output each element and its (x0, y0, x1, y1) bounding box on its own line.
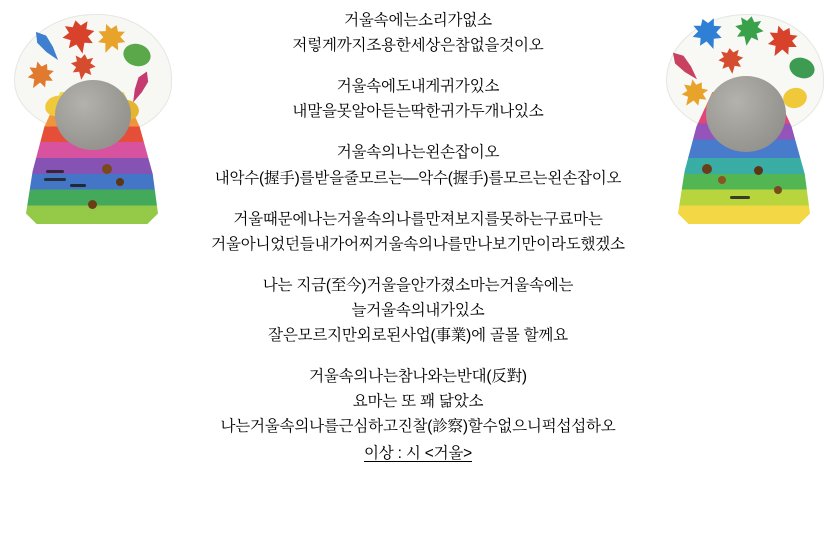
poem-signature-line (178, 440, 658, 466)
poem-stanza (178, 140, 658, 190)
seed-dot (88, 200, 97, 209)
poem-body (178, 8, 658, 466)
poem-stanza (178, 364, 658, 465)
poem-line: 거울속에는소리가없소 (344, 12, 492, 29)
poem-line: 나는거울속의나를근심하고진찰(診察)할수없으니퍽섭섭하오 (220, 418, 616, 436)
stone-circle (55, 80, 131, 150)
seed-dot (116, 178, 124, 186)
poem-line: 나는 지금(至今)거울을안가졌소마는거울속에는 (262, 276, 574, 294)
crayon-mark (730, 196, 750, 199)
crayon-mark (70, 184, 86, 187)
crayon-mark (44, 178, 66, 181)
poem-line: 내악수(握手)를받을줄모르는—악수(握手)를모르는왼손잡이오 (214, 169, 622, 187)
poem-line: 거울때문에나는거울속의나를만져보지를못하는구료마는 (233, 210, 603, 228)
poem-signature: 이상 : 시 <거울> (364, 444, 472, 462)
crayon-mark (46, 170, 64, 173)
maple-leaf-icon (717, 47, 746, 76)
seed-dot (702, 164, 712, 174)
seed-dot (718, 176, 726, 184)
poem-line: 거울아니었던들내가어찌거울속의나를만나보기만이라도했겠소 (211, 235, 625, 253)
artwork-right (662, 14, 827, 229)
seed-dot (102, 164, 112, 174)
poem-line: 거울속의나는왼손잡이오 (336, 144, 500, 162)
seed-dot (774, 186, 782, 194)
maple-leaf-icon (68, 52, 97, 81)
poem-stanza (178, 207, 658, 257)
maple-leaf-icon (732, 14, 767, 49)
poem-line: 거울속에도내게귀가있소 (336, 78, 500, 96)
poem-stanza (178, 74, 658, 124)
poem-line: 저렇게까지조용한세상은참없을것이오 (292, 37, 544, 55)
poem-line: 거울속의나는참나와는반대(反對) (309, 368, 527, 386)
poem-stanza (178, 8, 658, 58)
stone-circle (706, 76, 786, 152)
poem-line: 요마는 또 꽤 닮았소 (352, 393, 484, 411)
poem-line: 잘은모르지만외로된사업(事業)에 골몰 할께요 (268, 327, 568, 345)
poem-line: 내말을못알아듣는﻿딱한귀가두개나있소 (292, 103, 544, 121)
artwork-left (10, 14, 175, 229)
poem-line: 늘거울속의내가있소 (351, 301, 485, 319)
poem-stanza (178, 273, 658, 348)
seed-dot (754, 166, 763, 175)
